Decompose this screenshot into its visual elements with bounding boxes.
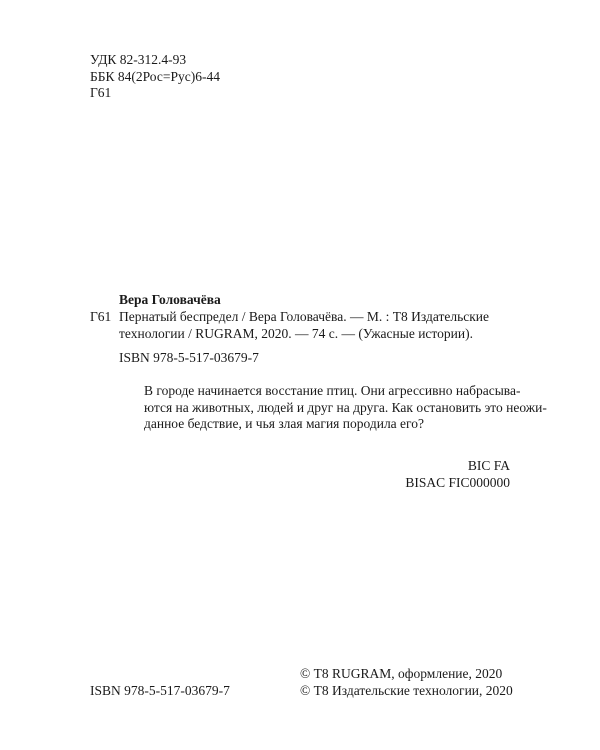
udk-code: УДК 82-312.4-93	[90, 52, 187, 67]
cutter-mark: Г61	[90, 309, 112, 324]
bic-code: BIC FA	[467, 458, 510, 473]
annotation-line: ются на животных, людей и друг на друга. Как остановить это неожи-	[144, 399, 547, 415]
annotation-line: данное бедствие, и чья злая магия породила его?	[144, 416, 424, 431]
copyright-line: © Т8 RUGRAM, оформление, 2020	[300, 666, 503, 681]
description-line: Пернатый беспредел / Вера Головачёва. — М. : Т8 Издательские	[119, 309, 490, 324]
copyright-notice	[300, 666, 513, 699]
annotation-line: В городе начинается восстание птиц. Они агрессивно набрасыва-	[144, 383, 521, 398]
classification-codes	[90, 52, 220, 102]
isbn-footer: ISBN 978-5-517-03679-7	[90, 683, 230, 698]
subject-codes	[405, 458, 510, 491]
annotation	[144, 383, 547, 433]
bbk-code: ББК 84(2Рос=Рус)6-44	[90, 68, 220, 84]
cutter-code: Г61	[90, 85, 112, 100]
bisac-code: BISAC FIC000000	[405, 474, 510, 490]
bibliographic-description	[119, 309, 519, 342]
copyright-line: © Т8 Издательские технологии, 2020	[300, 682, 513, 698]
isbn-record: ISBN 978-5-517-03679-7	[119, 350, 259, 365]
author-heading: Вера Головачёва	[119, 292, 221, 307]
description-line: технологии / RUGRAM, 2020. — 74 с. — (Ужасные истории).	[119, 325, 473, 341]
